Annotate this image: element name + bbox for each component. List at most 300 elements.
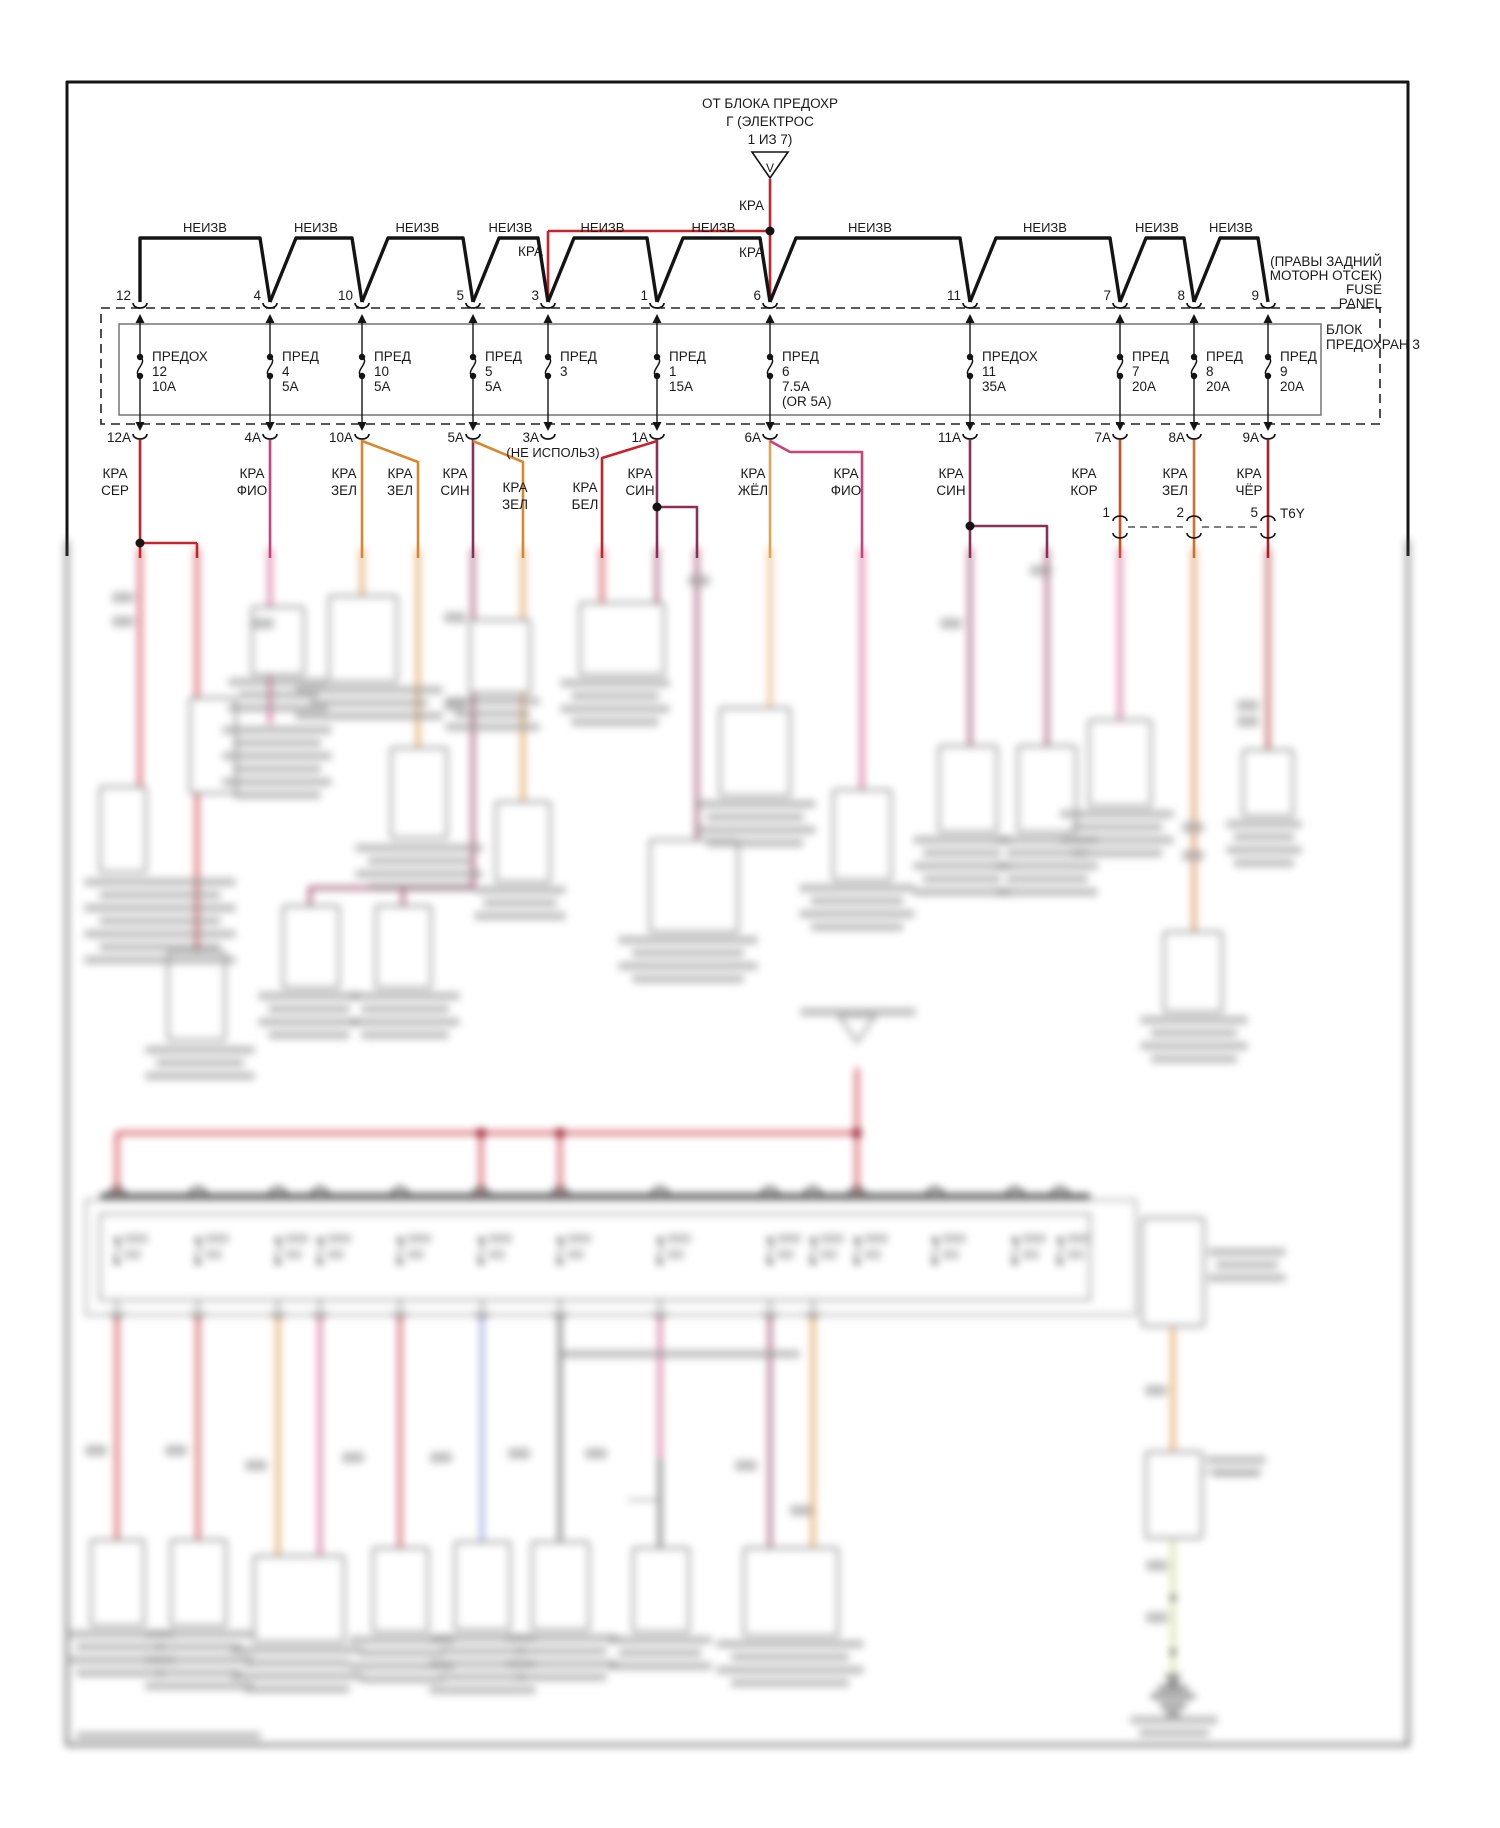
bus-label: НЕИЗВ <box>294 220 338 235</box>
blurred-caption <box>368 883 470 891</box>
blurred-caption <box>244 1659 350 1667</box>
blurred-caption <box>1234 833 1295 841</box>
fuse-label: 15А <box>669 379 694 394</box>
blurred-component-box <box>833 790 891 880</box>
blurred-caption <box>84 878 236 886</box>
fuse-label: 35А <box>982 379 1007 394</box>
blurred-caption <box>99 943 221 951</box>
junction-dot <box>476 1128 486 1138</box>
bus-label: НЕИЗВ <box>848 220 892 235</box>
blurred-caption <box>1139 1729 1209 1737</box>
source-label: 1 ИЗ 7) <box>747 132 793 147</box>
blurred-fuse-label <box>124 1234 148 1243</box>
fuse-label: 1 <box>669 364 677 379</box>
pin-number: 11 <box>946 288 961 303</box>
fuse-label: ПРЕД <box>374 349 411 364</box>
wire-color-label: КРА <box>1162 466 1188 481</box>
blurred-caption <box>76 1732 261 1740</box>
output-pin-label: 3А <box>522 430 539 445</box>
blurred-fuse <box>276 1240 280 1262</box>
blurred-component-box <box>391 748 447 838</box>
blurred-fuse-label <box>1022 1250 1039 1259</box>
blurred-caption <box>560 705 670 713</box>
blurred-caption <box>76 1669 164 1677</box>
wire-color-label: КРА <box>627 466 653 481</box>
blurred-caption <box>923 849 1001 857</box>
blurred-wire-tag <box>508 1448 530 1459</box>
wire-color-label: КРА <box>739 245 764 260</box>
fuse-label: 12 <box>152 364 168 379</box>
blurred-wire-tag <box>940 618 962 629</box>
blurred-fuse-label <box>667 1234 691 1243</box>
blurred-caption <box>145 1630 253 1638</box>
blurred-caption <box>731 1653 849 1661</box>
blurred-fuse-label <box>1067 1234 1091 1243</box>
blurred-component-box <box>373 1548 428 1632</box>
blurred-caption <box>1216 1261 1278 1269</box>
blurred-wire-tag <box>1182 822 1204 833</box>
bus-label: НЕИЗВ <box>1209 220 1253 235</box>
fuse-label: ПРЕД <box>782 349 819 364</box>
pin-number: 9 <box>1251 288 1259 303</box>
fuse-panel-region-label: МОТОРН ОТСЕК) <box>1269 268 1382 283</box>
wire-color-label: ФИО <box>830 483 862 498</box>
blurred-wire-tag <box>1237 700 1259 711</box>
fuse-label: 8 <box>1206 364 1214 379</box>
blurred-fuse-label <box>407 1234 431 1243</box>
blurred-wire-tag <box>112 616 134 627</box>
blurred-caption <box>1212 1469 1260 1477</box>
blurred-fuse-label <box>777 1250 794 1259</box>
blurred-component-box <box>1089 720 1151 806</box>
blurred-caption <box>350 992 460 1000</box>
blurred-caption <box>355 844 483 852</box>
output-pin-label: 9А <box>1242 430 1259 445</box>
output-pin-label: 10А <box>328 430 353 445</box>
blurred-caption <box>1071 823 1162 831</box>
blurred-fuse-label <box>407 1250 424 1259</box>
pin-number: 12 <box>115 288 131 303</box>
wire-color-label: КРА <box>938 466 964 481</box>
fuse-label: 4 <box>282 364 290 379</box>
bus-label: НЕИЗВ <box>580 220 625 235</box>
fuse-label: 6 <box>782 364 790 379</box>
connector-pin-number: 2 <box>1176 505 1184 520</box>
wire-color-label: ЗЕЛ <box>330 483 358 498</box>
fuse-label: 10 <box>374 364 390 379</box>
wire-color-label: СИН <box>625 483 655 498</box>
fuse-block-label: ПРЕДОХРАН 3 <box>1326 337 1420 352</box>
blurred-wire-tag <box>112 592 134 603</box>
wire-color-label: КРА <box>387 466 413 481</box>
blurred-fuse <box>1058 1240 1062 1262</box>
blurred-caption <box>483 899 557 907</box>
blurred-component-box <box>496 802 550 882</box>
blurred-fuse-label <box>205 1234 229 1243</box>
blurred-caption <box>355 870 483 878</box>
wire-color-label: СЕР <box>101 483 129 498</box>
fuse-label: ПРЕД <box>282 349 319 364</box>
blurred-wire-tag <box>444 612 466 623</box>
wire-color-label: БЕЛ <box>571 497 599 512</box>
blurred-caption <box>156 1059 244 1067</box>
blurred-component-box <box>254 1556 344 1642</box>
wire-color-label: КРА <box>102 466 128 481</box>
blurred-caption <box>145 1656 253 1664</box>
blurred-caption <box>474 886 566 894</box>
output-pin-label: 1А <box>631 430 648 445</box>
blurred-component-box <box>744 1548 838 1636</box>
blurred-caption <box>706 839 804 847</box>
fuse-label: 20А <box>1132 379 1157 394</box>
fuse-label: ПРЕД <box>1206 349 1243 364</box>
fuse-label: ПРЕДОХ <box>152 349 208 364</box>
blurred-caption <box>716 1666 864 1674</box>
pin-number: 10 <box>337 288 353 303</box>
fuse-label: 10А <box>152 379 177 394</box>
blurred-wire-tag <box>85 1445 107 1456</box>
blurred-wire-tag <box>735 1460 757 1471</box>
blurred-caption <box>429 1686 536 1694</box>
blurred-caption <box>156 1643 242 1651</box>
wire-color-label: СИН <box>936 483 966 498</box>
blurred-fuse <box>196 1240 200 1262</box>
not-used-note: (НЕ ИСПОЛЬЗ) <box>506 445 600 460</box>
blurred-caption <box>1226 846 1302 854</box>
wire-color-label: КРА <box>833 466 859 481</box>
source-label: ОТ БЛОКА ПРЕДОХР <box>701 96 839 111</box>
blurred-panel-outer <box>86 1200 1136 1315</box>
pin-number: 3 <box>531 288 539 303</box>
source-connector-symbol: V <box>765 161 775 175</box>
wire-color-label: КРА <box>1236 466 1262 481</box>
blurred-wire-tag <box>1146 1560 1168 1571</box>
fuse-label: (OR 5А) <box>782 394 832 409</box>
blurred-fuse <box>398 1240 402 1262</box>
ground-bar-icon <box>1160 1703 1186 1708</box>
blurred-fuse <box>768 1240 772 1262</box>
blurred-caption <box>799 884 915 892</box>
blurred-component-box <box>650 840 738 932</box>
blurred-caption <box>156 1669 242 1677</box>
ground-bar-icon <box>1151 1694 1195 1699</box>
blurred-caption <box>618 1649 701 1657</box>
blurred-caption <box>618 962 758 970</box>
fuse-block-label: БЛОК <box>1326 322 1363 337</box>
blurred-caption <box>618 936 758 944</box>
wire-color-label: КОР <box>1070 483 1098 498</box>
ground-bar-icon <box>1158 1686 1188 1691</box>
fuse-label: 5 <box>485 364 493 379</box>
blurred-component-box <box>283 906 339 988</box>
blurred-fuse <box>658 1240 662 1262</box>
fuse-label: 5А <box>374 379 391 394</box>
blurred-caption <box>799 910 915 918</box>
blurred-wire-tag <box>1237 716 1259 727</box>
blurred-caption <box>571 692 659 700</box>
blurred-fuse-label <box>864 1250 881 1259</box>
blurred-fuse-label <box>820 1234 844 1243</box>
blurred-wire-tag <box>585 1448 607 1459</box>
blurred-fuse <box>855 1240 859 1262</box>
blurred-caption <box>1226 820 1302 828</box>
output-pin-label: 12А <box>106 430 131 445</box>
junction-dot <box>1170 1595 1176 1601</box>
blurred-caption <box>268 1005 350 1013</box>
pin-number: 8 <box>1177 288 1185 303</box>
connector-pin-number: 1 <box>1102 505 1110 520</box>
blurred-caption <box>1234 859 1295 867</box>
blurred-fuse-label <box>488 1250 505 1259</box>
blurred-caption <box>608 1662 712 1670</box>
blurred-wire-tag <box>252 618 274 629</box>
blurred-caption <box>1130 1716 1218 1724</box>
ground-connector-icon <box>1165 1674 1181 1686</box>
blurred-component-box <box>100 787 146 872</box>
junction-dot <box>1170 1649 1176 1655</box>
blurred-caption <box>99 891 221 899</box>
blurred-caption <box>800 1008 916 1016</box>
blurred-caption <box>632 949 744 957</box>
blurred-caption <box>996 888 1098 896</box>
blurred-caption <box>445 723 540 731</box>
blurred-caption <box>1151 1029 1237 1037</box>
fuse-label: 20А <box>1206 379 1231 394</box>
fuse-label: ПРЕД <box>669 349 706 364</box>
blurred-component-box <box>168 952 225 1040</box>
blurred-component-box <box>470 620 530 693</box>
blurred-fuse-label <box>667 1250 684 1259</box>
blurred-fuse-label <box>820 1250 837 1259</box>
junction-dot <box>555 1128 565 1138</box>
fuse-label: 7 <box>1132 364 1140 379</box>
blurred-fuse <box>933 1240 937 1262</box>
blurred-component-box <box>252 607 304 675</box>
blurred-caption <box>310 699 428 707</box>
blurred-wire-tag <box>790 1505 812 1516</box>
blurred-caption <box>1060 810 1174 818</box>
blurred-fuse-label <box>124 1250 141 1259</box>
fuse-label: 5А <box>282 379 299 394</box>
blurred-caption <box>1006 875 1088 883</box>
pin-number: 7 <box>1103 288 1111 303</box>
blurred-caption <box>1208 1274 1286 1282</box>
blurred-caption <box>368 857 470 865</box>
blurred-caption <box>608 1636 712 1644</box>
blurred-caption <box>505 1634 618 1642</box>
blurred-wire-tag <box>444 700 466 711</box>
blurred-component-box <box>376 906 431 988</box>
blurred-caption <box>76 1643 164 1651</box>
pin-number: 6 <box>753 288 761 303</box>
blurred-fuse-label <box>327 1250 344 1259</box>
blurred-wire-tag <box>1030 565 1052 576</box>
fuse-label: ПРЕД <box>1132 349 1169 364</box>
blurred-caption <box>560 679 670 687</box>
blurred-component-box <box>1164 932 1222 1012</box>
blurred-wire-tag <box>165 1445 187 1456</box>
wire-color-label: КРА <box>739 198 764 213</box>
blurred-caption <box>258 1018 360 1026</box>
blurred-caption <box>233 765 321 773</box>
wire-color-label: КРА <box>572 480 598 495</box>
blurred-fuse-label <box>205 1250 222 1259</box>
blurred-fuse-label <box>942 1250 959 1259</box>
output-pin-label: 6А <box>744 430 761 445</box>
blurred-wire-tag <box>1146 1612 1168 1623</box>
blurred-caption <box>233 791 321 799</box>
blurred-caption <box>474 912 566 920</box>
blurred-caption <box>84 904 236 912</box>
blurred-wire-tag <box>688 575 710 586</box>
bus-label: НЕИЗВ <box>488 220 533 235</box>
blurred-component-box <box>1243 750 1293 816</box>
fuse-label: 9 <box>1280 364 1288 379</box>
blurred-caption <box>222 752 332 760</box>
blurred-caption <box>222 778 332 786</box>
fuse-label: ПРЕД <box>1280 349 1317 364</box>
bus-label: НЕИЗВ <box>395 220 440 235</box>
blurred-caption <box>360 1675 444 1683</box>
blurred-source-triangle <box>839 1016 875 1042</box>
blurred-caption <box>258 992 360 1000</box>
blurred-caption <box>295 712 443 720</box>
blurred-component-box <box>455 1542 510 1630</box>
blurred-fuse <box>479 1240 483 1262</box>
blurred-fuse <box>318 1240 322 1262</box>
wire-color-label: ЗЕЛ <box>1161 483 1189 498</box>
blurred-caption <box>1060 836 1174 844</box>
blurred-component-box <box>1018 746 1076 832</box>
blurred-caption <box>222 726 332 734</box>
blurred-wire-tag <box>342 1452 364 1463</box>
connector-id-label: T6Y <box>1280 506 1305 521</box>
ground-bar-icon <box>1166 1711 1180 1716</box>
blurred-caption <box>505 1660 618 1668</box>
connector-pin-number: 5 <box>1250 505 1258 520</box>
blurred-caption <box>361 1005 449 1013</box>
fuse-label: 3 <box>560 364 568 379</box>
source-label: Г (ЭЛЕКТРОС <box>726 114 814 129</box>
blurred-caption <box>145 1046 255 1054</box>
fuse-panel-region-label: (ПРАВЫ ЗАДНИЙ <box>1270 254 1382 269</box>
junction-dot <box>852 1128 862 1138</box>
bus-label: НЕИЗВ <box>1135 220 1179 235</box>
blurred-caption <box>231 1672 363 1680</box>
blurred-fuse-label <box>942 1234 966 1243</box>
wire-color-label: КРА <box>442 466 468 481</box>
blurred-caption <box>145 1682 253 1690</box>
fuse-panel-region-label: PANEL <box>1338 296 1382 311</box>
wire-color-label: ЗЕЛ <box>501 497 529 512</box>
blurred-component-box <box>580 603 664 675</box>
blurred-caption <box>228 678 328 686</box>
wire-color-label: СИН <box>440 483 470 498</box>
blurred-caption <box>233 739 321 747</box>
fuse-label: ПРЕД <box>485 349 522 364</box>
blurred-fuse <box>1013 1240 1017 1262</box>
blurred-caption <box>360 1649 444 1657</box>
blurred-wire-tag <box>1182 850 1204 861</box>
output-pin-label: 11А <box>937 430 961 445</box>
blurred-component-box <box>91 1540 144 1626</box>
blurred-caption <box>350 1018 460 1026</box>
wire-color-label: КРА <box>239 466 265 481</box>
blurred-wire-tag <box>430 1452 452 1463</box>
wire-color-label: ЖЁЛ <box>737 483 769 498</box>
wire-color-label: ЗЕЛ <box>386 483 414 498</box>
wire-color-label: КРА <box>518 244 543 259</box>
blurred-caption <box>440 1673 526 1681</box>
pin-number: 5 <box>456 288 464 303</box>
blurred-caption <box>84 956 236 964</box>
fuse-label: 20А <box>1280 379 1305 394</box>
blurred-caption <box>811 923 904 931</box>
wire-color-label: КРА <box>740 466 766 481</box>
bus-label: НЕИЗВ <box>1023 220 1067 235</box>
blurred-caption <box>1140 1016 1248 1024</box>
blurred-caption <box>1151 1055 1237 1063</box>
blurred-wire-tag <box>1145 1385 1167 1396</box>
wire-color-label: КРА <box>1071 466 1097 481</box>
blurred-caption <box>706 813 804 821</box>
pin-number: 1 <box>640 288 648 303</box>
blurred-component-box <box>532 1542 589 1630</box>
blurred-fuse-label <box>327 1234 351 1243</box>
blurred-caption <box>231 1646 363 1654</box>
blurred-caption <box>716 1640 864 1648</box>
blurred-fuse <box>811 1240 815 1262</box>
blurred-caption <box>84 930 236 938</box>
blurred-component-box <box>1146 1452 1202 1538</box>
bus-label: НЕИЗВ <box>691 220 736 235</box>
blurred-fuse-label <box>488 1234 512 1243</box>
blurred-caption <box>1206 1456 1266 1464</box>
pin-number: 4 <box>253 288 261 303</box>
fuse-label: ПРЕД <box>560 349 597 364</box>
blurred-fuse <box>115 1240 119 1262</box>
blurred-caption <box>516 1647 606 1655</box>
blurred-fuse <box>558 1240 562 1262</box>
blurred-fuse-label <box>285 1250 302 1259</box>
blurred-caption <box>295 686 443 694</box>
fuse-label: 5А <box>485 379 502 394</box>
blurred-component-box <box>633 1548 689 1632</box>
blurred-caption <box>455 710 531 718</box>
blurred-caption <box>731 1679 849 1687</box>
blurred-caption <box>361 1031 449 1039</box>
blurred-caption <box>694 800 816 808</box>
blurred-component-box <box>1142 1218 1204 1326</box>
blurred-caption <box>811 897 904 905</box>
blurred-fuse-label <box>1067 1250 1084 1259</box>
fuse-label: ПРЕДОХ <box>982 349 1038 364</box>
blurred-fuse-label <box>777 1234 801 1243</box>
blurred-caption <box>244 1685 350 1693</box>
blurred-component-box <box>939 746 997 832</box>
blurred-caption <box>571 718 659 726</box>
wire-color-label: КРА <box>331 466 357 481</box>
wire-color-label: ФИО <box>236 483 268 498</box>
blurred-fuse-label <box>567 1250 584 1259</box>
wire-color-label: КРА <box>502 480 528 495</box>
blurred-caption <box>632 975 744 983</box>
fuse-label: 11 <box>982 364 997 379</box>
blurred-panel-inner <box>100 1214 1090 1300</box>
bus-label: НЕИЗВ <box>183 220 227 235</box>
blurred-caption <box>268 1031 350 1039</box>
blurred-component-box <box>720 708 790 796</box>
